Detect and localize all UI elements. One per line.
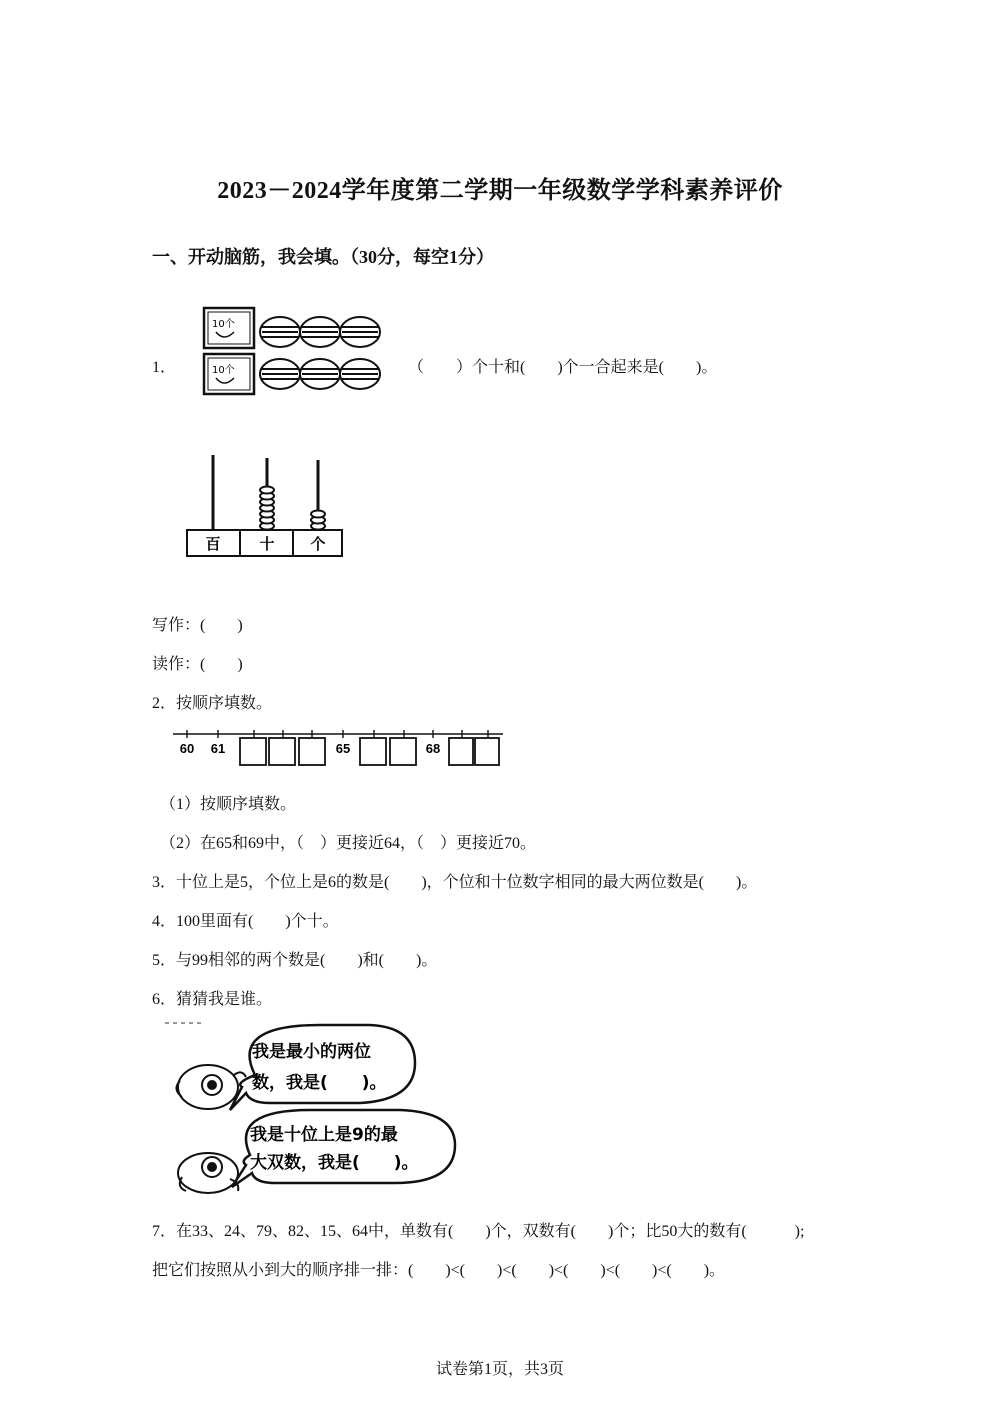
answer-box — [449, 738, 473, 765]
mask-box-icon — [204, 354, 254, 394]
number-line — [170, 722, 510, 770]
mask-icon — [300, 317, 340, 347]
bubble-2-line-1: 我是十位上是9的最 — [250, 1125, 398, 1145]
abacus-illustration — [183, 450, 348, 562]
abacus-label-ones: 个 — [310, 535, 326, 553]
q2-text: 2．按顺序填数。 — [152, 695, 273, 712]
answer-box — [240, 738, 266, 765]
q5-text: 5．与99相邻的两个数是( )和( )。 — [152, 952, 438, 969]
mask-box-icon — [204, 308, 254, 348]
abacus-label-hundreds: 百 — [205, 535, 221, 553]
page-title: 2023－2024学年度第二学期一年级数学学科素养评价 — [217, 178, 783, 204]
read-as-line: 读作：( ) — [152, 656, 243, 673]
abacus-label-tens: 十 — [259, 535, 275, 553]
q7-line1: 7．在33、24、79、82、15、64中，单数有( )个，双数有( )个；比50大的数有( ); — [152, 1223, 805, 1240]
character-2-icon — [178, 1153, 238, 1193]
mask-boxes-illustration — [200, 305, 390, 397]
speech-bubble-1 — [230, 1025, 415, 1110]
numberline-label: 65 — [335, 741, 351, 756]
numberline-label: 61 — [210, 741, 226, 756]
guess-who-illustration — [160, 1015, 470, 1200]
q1-number: 1． — [152, 359, 177, 376]
speech-bubble-2 — [232, 1110, 455, 1187]
mask-icon — [260, 317, 300, 347]
answer-box — [299, 738, 325, 765]
numberline-label: 60 — [179, 741, 195, 756]
bubble-1-line-1: 我是最小的两位 — [252, 1042, 371, 1062]
mask-icon — [300, 359, 340, 389]
box-label: 10个 — [212, 319, 235, 330]
box-label: 10个 — [212, 365, 235, 376]
answer-box — [360, 738, 386, 765]
q4-text: 4．100里面有( )个十。 — [152, 913, 339, 930]
mask-icon — [340, 359, 380, 389]
section-heading: 一、开动脑筋，我会填。（30分，每空1分） — [152, 247, 494, 267]
q3-text: 3．十位上是5，个位上是6的数是( )，个位和十位数字相同的最大两位数是( )。 — [152, 874, 758, 891]
page-footer: 试卷第1页，共3页 — [435, 1361, 564, 1378]
answer-box — [390, 738, 416, 765]
q6-text: 6．猜猜我是谁。 — [152, 991, 273, 1008]
answer-box — [269, 738, 295, 765]
write-as-line: 写作：( ) — [152, 617, 243, 634]
answer-box — [475, 738, 499, 765]
q7-line2: 把它们按照从小到大的顺序排一排：( )<( )<( )<( )<( )<( )。 — [152, 1262, 726, 1279]
q1-text: （ ）个十和( )个一合起来是( )。 — [408, 359, 718, 376]
bubble-1-line-2: 数，我是( )。 — [252, 1073, 387, 1093]
numberline-label: 68 — [425, 741, 441, 756]
bubble-2-line-2: 大双数，我是( )。 — [250, 1153, 419, 1173]
q2-sub2: （2）在65和69中，（ ）更接近64，（ ）更接近70。 — [160, 835, 537, 852]
q2-sub1: （1）按顺序填数。 — [160, 796, 297, 813]
mask-icon — [260, 359, 300, 389]
mask-icon — [340, 317, 380, 347]
